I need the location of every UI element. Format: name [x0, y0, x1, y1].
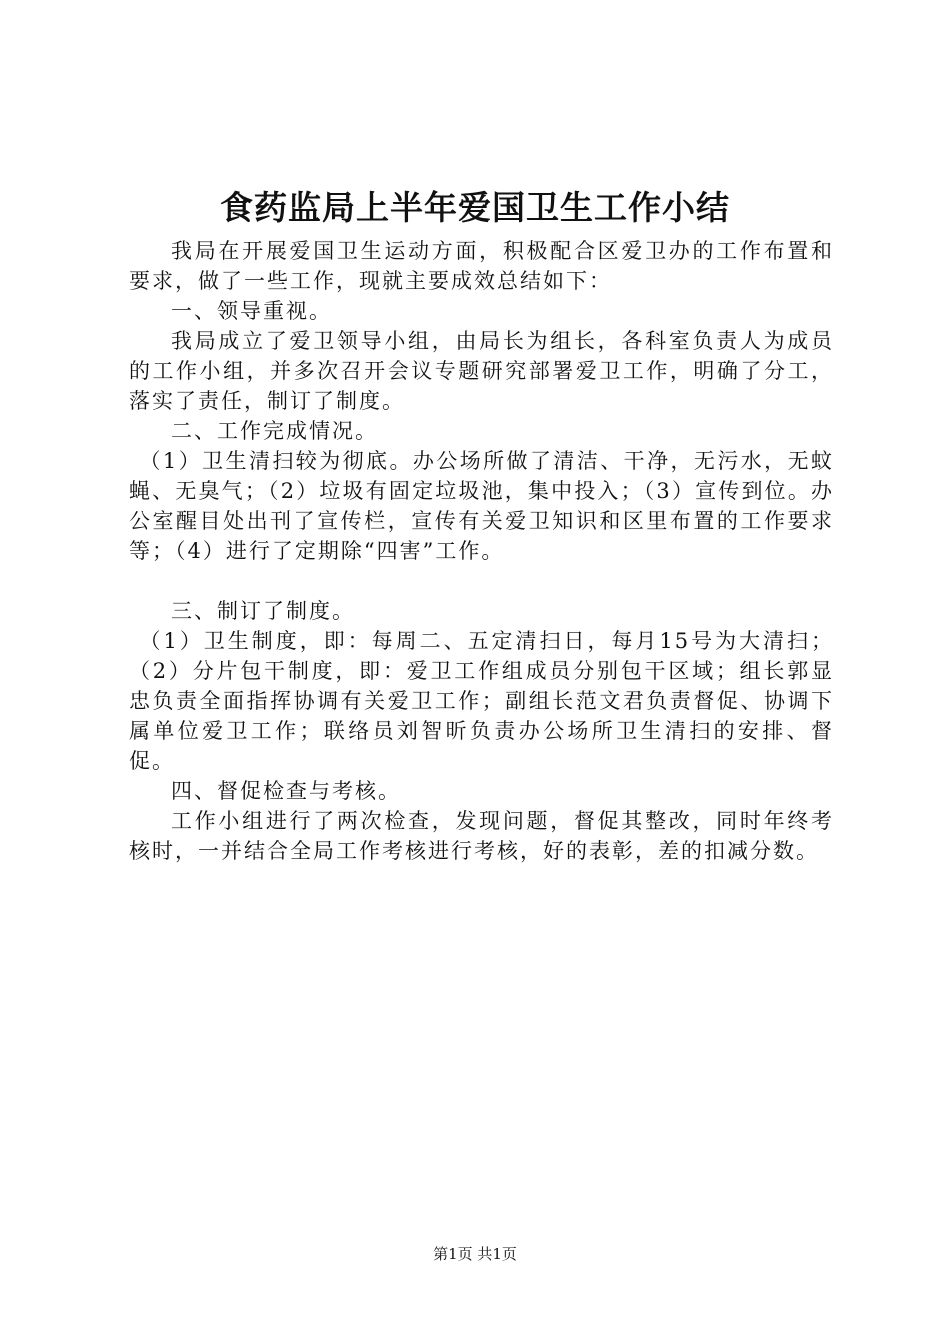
section-paragraph-2: （1）卫生清扫较为彻底。办公场所做了清洁、干净，无污水，无蚊蝇、无臭气；（2）垃圾有固定垃圾池，集中投入；（3）宣传到位。办公室醒目处出刊了宣传栏，宣传有关爱卫知识和区里布置的工作要求等；（4）进行了定期除“四害”工作。 [129, 449, 834, 563]
section-paragraph-1: 我局成立了爱卫领导小组，由局长为组长，各科室负责人为成员的工作小组，并多次召开会议专题研究部署爱卫工作，明确了分工，落实了责任，制订了制度。 [129, 329, 834, 413]
section-paragraph-3: （1）卫生制度，即：每周二、五定清扫日，每月15号为大清扫；（2）分片包干制度，即：爱卫工作组成员分别包干区域；组长郭显忠负责全面指挥协调有关爱卫工作；副组长范文君负责督促、协调下属单位爱卫工作；联络员刘智昕负责办公场所卫生清扫的安排、督促。 [129, 629, 834, 773]
intro-paragraph: 我局在开展爱国卫生运动方面，积极配合区爱卫办的工作布置和要求，做了一些工作，现就主要成效总结如下： [129, 239, 834, 293]
section-heading-2: 二、工作完成情况。 [171, 419, 378, 443]
document-title: 食药监局上半年爱国卫生工作小结 [220, 188, 730, 227]
section-paragraph-4: 工作小组进行了两次检查，发现问题，督促其整改，同时年终考核时，一并结合全局工作考核进行考核，好的表彰，差的扣减分数。 [129, 809, 834, 863]
section-heading-3: 三、制订了制度。 [171, 599, 355, 623]
page-number-footer: 第1页 共1页 [433, 1245, 517, 1263]
document-body [129, 236, 834, 866]
section-heading-1: 一、领导重视。 [171, 299, 332, 323]
paragraph-spacer [129, 566, 834, 596]
section-heading-4: 四、督促检查与考核。 [171, 779, 401, 803]
